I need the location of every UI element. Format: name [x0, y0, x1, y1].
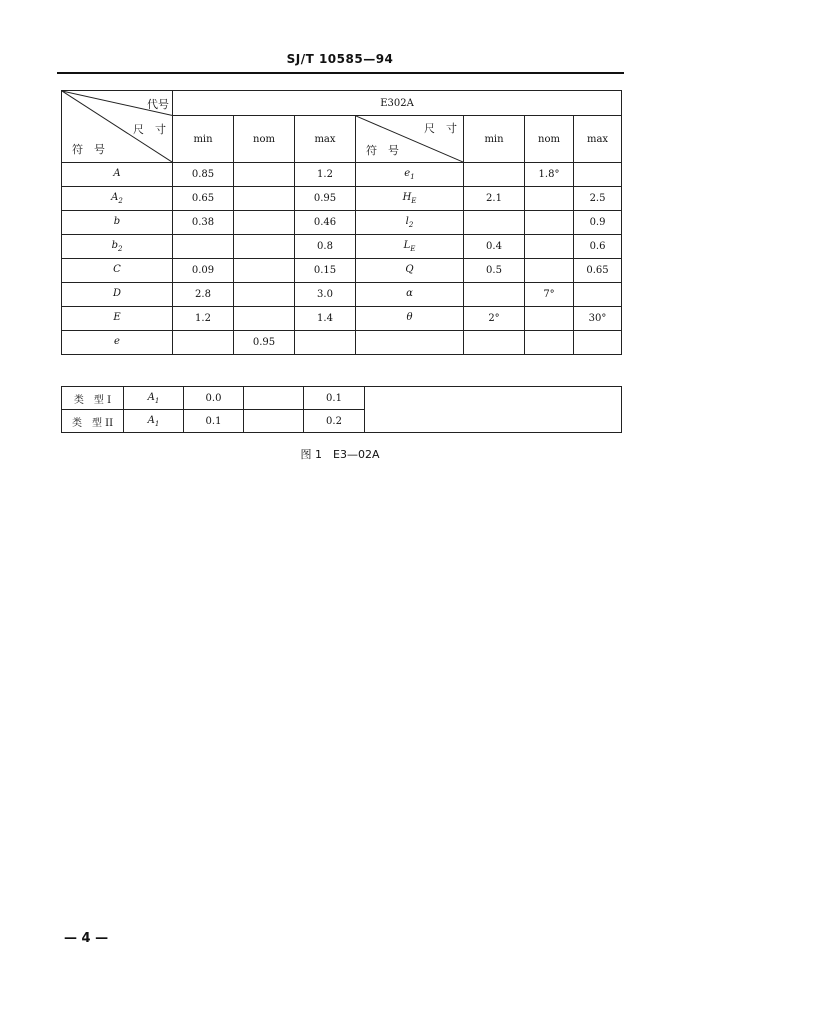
nom-value-2	[525, 331, 574, 355]
type-symbol-letter: A	[147, 391, 155, 403]
table-row	[62, 163, 622, 187]
table-row	[62, 331, 622, 355]
max-value: 1.2	[295, 163, 356, 187]
symbol-2-cell	[356, 187, 464, 211]
figure-caption: 图 1 E3—02A	[300, 448, 380, 461]
symbol-subscript: 2	[118, 197, 123, 205]
symbol-2-cell	[356, 307, 464, 331]
max-value: 0.8	[295, 235, 356, 259]
max-value-2: 0.9	[574, 211, 622, 235]
type-symbol-subscript: 1	[154, 396, 160, 405]
nom-value	[234, 259, 295, 283]
table-row	[62, 211, 622, 235]
col-nom: nom	[234, 116, 295, 163]
min-value: 0.65	[173, 187, 234, 211]
type-nom	[244, 387, 304, 410]
corner-header-cell-2	[356, 116, 464, 163]
page-number: — 4 —	[64, 931, 109, 946]
symbol-2-cell	[356, 163, 464, 187]
table-row	[62, 259, 622, 283]
max-value: 0.46	[295, 211, 356, 235]
max-value-2: 0.65	[574, 259, 622, 283]
col-nom-2: nom	[525, 116, 574, 163]
min-value-2	[464, 211, 525, 235]
symbol-2-subscript: E	[411, 197, 417, 205]
type-symbol-subscript: 1	[154, 419, 160, 428]
table-row	[62, 187, 622, 211]
col-max-2: max	[574, 116, 622, 163]
nom-value-2: 1.8°	[525, 163, 574, 187]
symbol-2-letter: θ	[406, 312, 413, 323]
symbol-2-cell	[356, 235, 464, 259]
package-name: E302A	[173, 91, 622, 116]
symbol-letter: A	[111, 192, 119, 203]
document-code: SJ/T 10585—94	[286, 52, 394, 66]
type-label: 类 型 II	[62, 410, 124, 433]
nom-value: 0.95	[234, 331, 295, 355]
nom-value	[234, 307, 295, 331]
symbol-2-letter: e	[404, 168, 411, 179]
col-min: min	[173, 116, 234, 163]
nom-value	[234, 163, 295, 187]
symbol-cell	[62, 307, 173, 331]
max-value-2: 2.5	[574, 187, 622, 211]
type-nom	[244, 410, 304, 433]
nom-value	[234, 187, 295, 211]
type-max: 0.2	[304, 410, 365, 433]
corner-header-cell	[62, 91, 173, 163]
symbol-letter: D	[112, 288, 122, 299]
max-value: 1.4	[295, 307, 356, 331]
symbol-2-subscript: E	[410, 245, 416, 253]
max-value: 3.0	[295, 283, 356, 307]
table-row	[62, 283, 622, 307]
min-value	[173, 235, 234, 259]
symbol-cell	[62, 163, 173, 187]
max-value	[295, 331, 356, 355]
symbol-letter: e	[114, 336, 120, 347]
symbol-2-cell	[356, 211, 464, 235]
symbol-letter: A	[113, 168, 121, 179]
symbol-letter: C	[113, 264, 121, 275]
nom-value-2	[525, 211, 574, 235]
header-rule	[57, 72, 624, 74]
symbol-2-letter: Q	[405, 264, 414, 275]
min-value: 1.2	[173, 307, 234, 331]
nom-value-2	[525, 187, 574, 211]
dimension-table	[61, 90, 622, 355]
type-table	[61, 386, 622, 433]
symbol-letter: E	[113, 312, 121, 323]
nom-value	[234, 235, 295, 259]
min-value-2	[464, 283, 525, 307]
max-value-2: 30°	[574, 307, 622, 331]
type-max: 0.1	[304, 387, 365, 410]
code-label: 代号	[147, 98, 169, 111]
nom-value-2	[525, 235, 574, 259]
max-value: 0.95	[295, 187, 356, 211]
min-value: 0.85	[173, 163, 234, 187]
max-value: 0.15	[295, 259, 356, 283]
dimension-label-2: 尺 寸	[424, 122, 457, 135]
symbol-label-2: 符 号	[366, 144, 399, 157]
symbol-cell	[62, 187, 173, 211]
symbol-2-letter: l	[405, 216, 409, 227]
min-value: 2.8	[173, 283, 234, 307]
dimension-label: 尺 寸	[133, 123, 166, 136]
table-row	[62, 307, 622, 331]
symbol-cell	[62, 331, 173, 355]
symbol-2-cell	[356, 259, 464, 283]
min-value	[173, 331, 234, 355]
blank-cell	[365, 387, 622, 433]
max-value-2	[574, 331, 622, 355]
min-value-2: 0.5	[464, 259, 525, 283]
symbol-letter: b	[113, 216, 121, 227]
symbol-label: 符 号	[72, 143, 105, 156]
min-value-2	[464, 163, 525, 187]
min-value-2: 0.4	[464, 235, 525, 259]
min-value-2: 2°	[464, 307, 525, 331]
symbol-2-letter: H	[402, 192, 412, 203]
symbol-2-cell	[356, 283, 464, 307]
symbol-cell	[62, 235, 173, 259]
symbol-cell	[62, 283, 173, 307]
symbol-2-cell	[356, 331, 464, 355]
max-value-2	[574, 163, 622, 187]
symbol-cell	[62, 259, 173, 283]
nom-value	[234, 283, 295, 307]
nom-value-2	[525, 307, 574, 331]
min-value: 0.09	[173, 259, 234, 283]
type-symbol-letter: A	[147, 414, 155, 426]
col-min-2: min	[464, 116, 525, 163]
min-value-2	[464, 331, 525, 355]
type-min: 0.0	[184, 387, 244, 410]
symbol-2-subscript: 1	[410, 173, 415, 181]
symbol-cell	[62, 211, 173, 235]
type-symbol-cell	[124, 410, 184, 433]
min-value: 0.38	[173, 211, 234, 235]
max-value-2	[574, 283, 622, 307]
symbol-2-letter: L	[403, 240, 411, 251]
nom-value	[234, 211, 295, 235]
table-row	[62, 235, 622, 259]
min-value-2: 2.1	[464, 187, 525, 211]
symbol-subscript: 2	[117, 245, 123, 253]
nom-value-2: 7°	[525, 283, 574, 307]
type-min: 0.1	[184, 410, 244, 433]
symbol-2-letter: α	[406, 288, 413, 299]
max-value-2: 0.6	[574, 235, 622, 259]
type-label: 类 型 I	[62, 387, 124, 410]
col-max: max	[295, 116, 356, 163]
nom-value-2	[525, 259, 574, 283]
type-symbol-cell	[124, 387, 184, 410]
symbol-2-subscript: 2	[408, 221, 414, 229]
type-row	[62, 387, 622, 410]
symbol-letter: b	[111, 240, 118, 251]
